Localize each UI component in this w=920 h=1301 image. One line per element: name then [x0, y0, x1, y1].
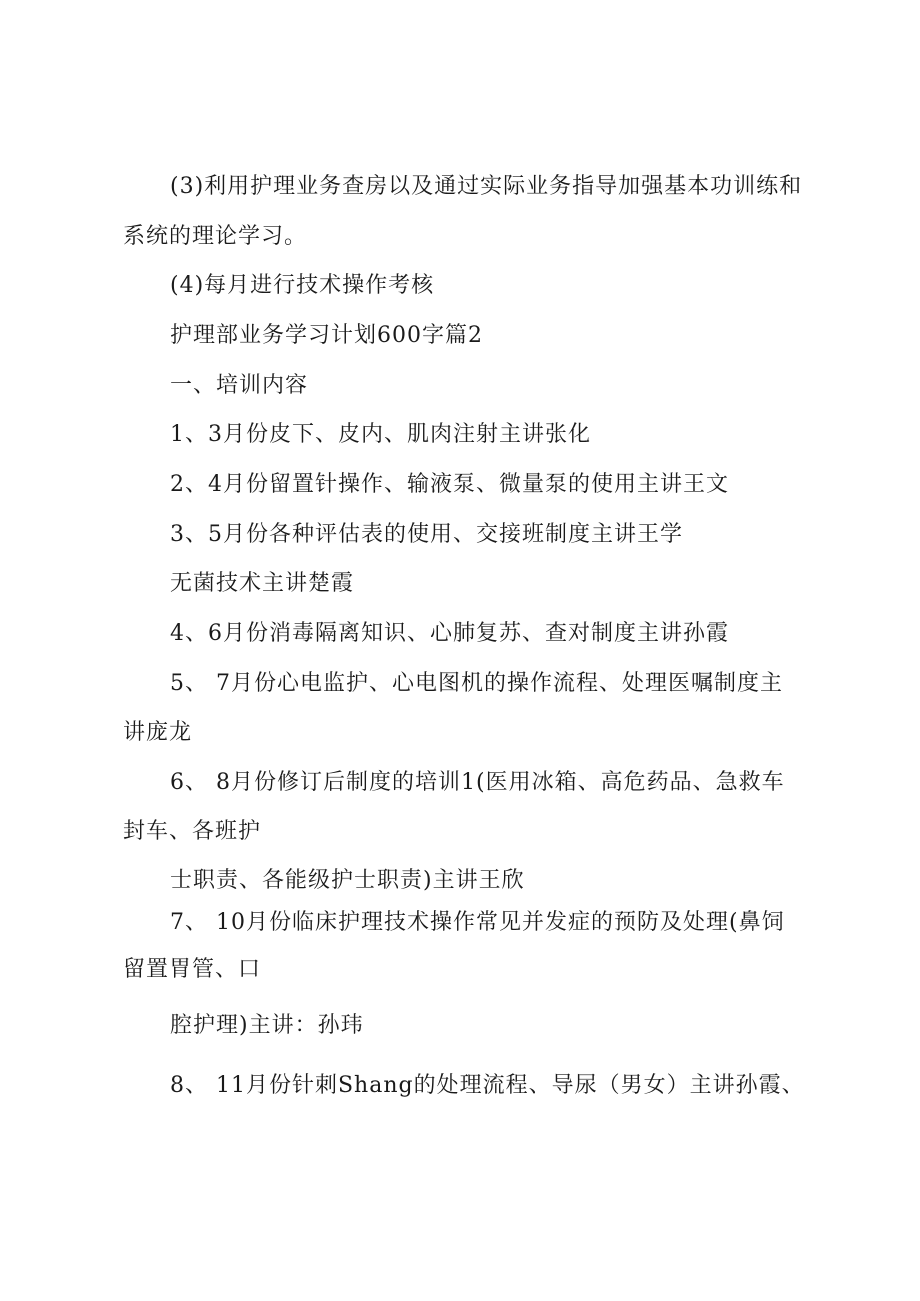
list-item: 7、 10月份临床护理技术操作常见并发症的预防及处理(鼻饲 [170, 910, 785, 935]
list-item-continuation: 腔护理)主讲：孙玮 [170, 1013, 364, 1038]
list-item: 6、 8月份修订后制度的培训1(医用冰箱、高危药品、急救车 [170, 770, 785, 795]
list-item-continuation: 封车、各班护 [123, 819, 262, 844]
list-item: 8、 11月份针刺Shang的处理流程、导尿（男女）主讲孙霞、 [170, 1073, 805, 1098]
text-line: (4)每月进行技术操作考核 [170, 273, 435, 298]
list-item: 1、3月份皮下、皮内、肌肉注射主讲张化 [170, 422, 591, 447]
text-line: (3)利用护理业务查房以及通过实际业务指导加强基本功训练和 [170, 174, 803, 199]
section-heading: 护理部业务学习计划600字篇2 [170, 323, 483, 348]
subsection-heading: 一、培训内容 [170, 373, 309, 398]
list-item-continuation: 士职责、各能级护士职责)主讲王欣 [170, 868, 525, 893]
list-item-continuation: 无菌技术主讲楚霞 [170, 571, 355, 596]
list-item: 3、5月份各种评估表的使用、交接班制度主讲王学 [170, 522, 683, 547]
list-item-continuation: 讲庞龙 [123, 720, 193, 745]
list-item: 5、 7月份心电监护、心电图机的操作流程、处理医嘱制度主 [170, 671, 783, 696]
list-item: 2、4月份留置针操作、输液泵、微量泵的使用主讲王文 [170, 472, 729, 497]
list-item: 4、6月份消毒隔离知识、心肺复苏、查对制度主讲孙霞 [170, 621, 729, 646]
text-line: 系统的理论学习。 [123, 224, 308, 249]
list-item-continuation: 留置胃管、口 [123, 957, 262, 982]
